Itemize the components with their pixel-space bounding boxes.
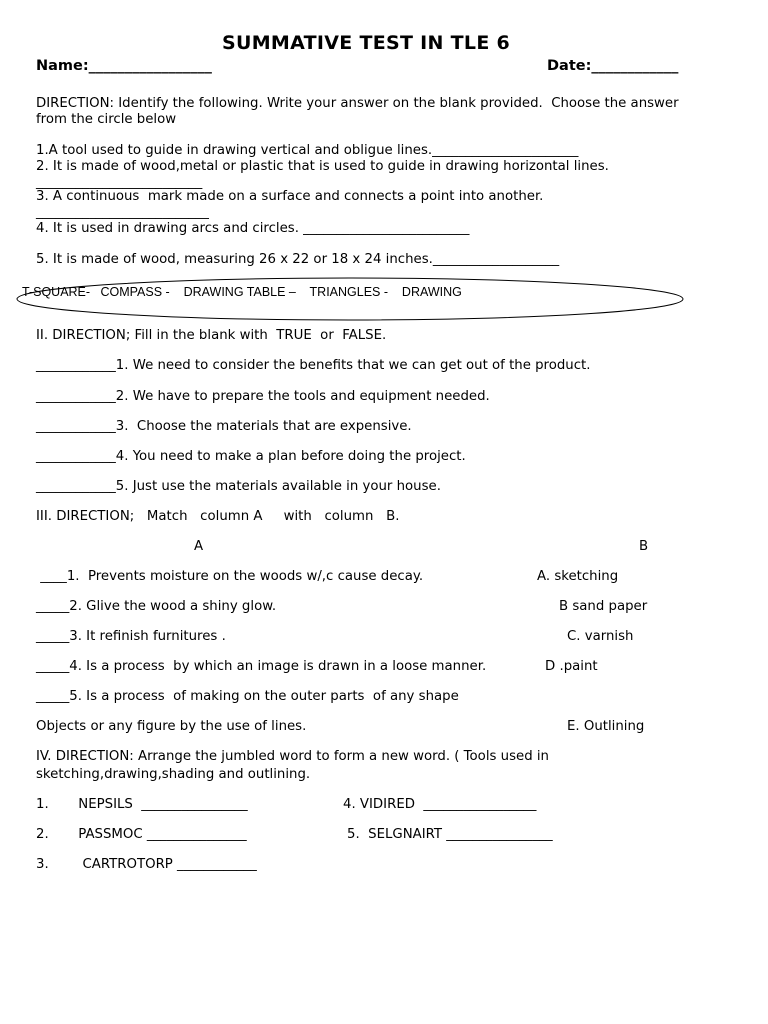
match-item-5-continued: Objects or any figure by the use of lines.	[36, 719, 307, 734]
date-field-label: Date:____________	[547, 58, 679, 74]
part1-item-2: 2. It is made of wood,metal or plastic that is used to guide in drawing horizontal lines.	[36, 159, 609, 174]
jumbled-word-2: 2. PASSMOC _______________	[36, 827, 247, 842]
part1-item-3-blank: __________________________	[36, 205, 209, 220]
match-item-3: _____3. It refinish furnitures .	[36, 629, 226, 644]
column-b-header: B	[639, 539, 649, 554]
part3-direction: III. DIRECTION; Match column A with column B.	[36, 509, 400, 524]
part2-item-5: ____________5. Just use the materials available in your house.	[36, 479, 441, 494]
part2-item-1: ____________1. We need to consider the benefits that we can get out of the product.	[36, 358, 591, 373]
part1-item-2-blank: _________________________	[36, 175, 203, 190]
match-choice-d: D .paint	[545, 659, 598, 674]
match-choice-a: A. sketching	[537, 569, 619, 584]
jumbled-word-4: 4. VIDIRED _________________	[343, 797, 537, 812]
part1-item-4: 4. It is used in drawing arcs and circles. _________________________	[36, 221, 470, 236]
page-title: SUMMATIVE TEST IN TLE 6	[222, 32, 511, 54]
part1-item-3: 3. A continuous mark made on a surface and connects a point into another.	[36, 189, 544, 204]
part4-direction-line2: sketching,drawing,shading and outlining.	[36, 767, 311, 782]
part1-item-1: 1.A tool used to guide in drawing vertical and obligue lines.______________________	[36, 143, 579, 158]
part2-item-4: ____________4. You need to make a plan before doing the project.	[36, 449, 466, 464]
jumbled-word-5: 5. SELGNAIRT ________________	[347, 827, 553, 842]
match-choice-c: C. varnish	[567, 629, 634, 644]
column-a-header: A	[194, 539, 204, 554]
part2-item-3: ____________3. Choose the materials that are expensive.	[36, 419, 412, 434]
jumbled-word-1: 1. NEPSILS ________________	[36, 797, 248, 812]
match-item-1: ____1. Prevents moisture on the woods w/,c cause decay.	[36, 569, 424, 584]
jumbled-word-3: 3. CARTROTORP ____________	[36, 857, 257, 872]
match-choice-b: B sand paper	[559, 599, 648, 614]
match-item-5: _____5. Is a process of making on the outer parts of any shape	[36, 689, 459, 704]
part1-item-5: 5. It is made of wood, measuring 26 x 22 or 18 x 24 inches.___________________	[36, 252, 560, 267]
match-item-4: _____4. Is a process by which an image is drawn in a loose manner.	[36, 659, 487, 674]
name-field-label: Name:_________________	[36, 58, 212, 74]
match-choice-e: E. Outlining	[567, 719, 645, 734]
part4-direction-line1: IV. DIRECTION: Arrange the jumbled word to form a new word. ( Tools used in	[36, 749, 549, 764]
part2-item-2: ____________2. We have to prepare the tools and equipment needed.	[36, 389, 490, 404]
part2-direction: II. DIRECTION; Fill in the blank with TRUE or FALSE.	[36, 328, 387, 343]
part1-direction-line2: from the circle below	[36, 112, 177, 127]
match-item-2: _____2. Glive the wood a shiny glow.	[36, 599, 277, 614]
answer-choices: T-SQUARE- COMPASS - DRAWING TABLE – TRIANGLES - DRAWING	[22, 285, 462, 299]
part1-direction-line1: DIRECTION: Identify the following. Write your answer on the blank provided. Choose the answer	[36, 96, 679, 111]
